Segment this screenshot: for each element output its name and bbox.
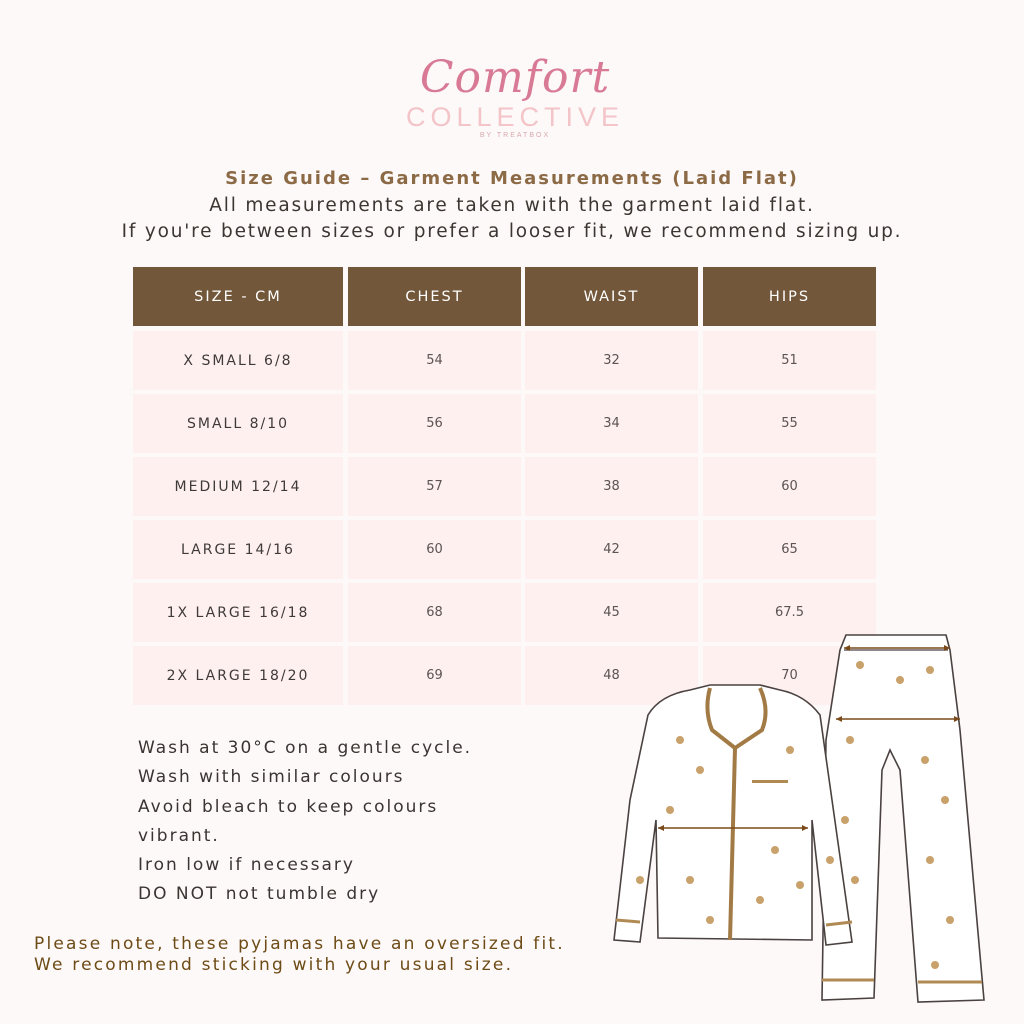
brand-logo-caps: COLLECTIVE [405,102,625,132]
care-line: Iron low if necessary [138,855,355,876]
table-cell-size: MEDIUM 12/14 [133,457,343,516]
table-cell-waist: 32 [525,331,698,390]
table-cell-hips: 60 [703,457,876,516]
table-cell-hips: 67.5 [703,583,876,642]
table-cell-waist: 38 [525,457,698,516]
table-cell-size: SMALL 8/10 [133,394,343,453]
table-cell-chest: 54 [348,331,521,390]
shirt-drawing [614,685,852,945]
care-line: DO NOT not tumble dry [138,884,381,905]
trousers-drawing [822,635,984,1002]
subtitle-line-2: If you're between sizes or prefer a looser fit, we recommend sizing up. [121,221,903,242]
table-cell-hips: 65 [703,520,876,579]
table-cell-chest: 68 [348,583,521,642]
table-cell-size: X SMALL 6/8 [133,331,343,390]
header-waist: WAIST [525,267,698,326]
care-line: Wash with similar colours [138,767,405,788]
table-cell-hips: 70 [703,646,876,705]
fit-note-line-2: We recommend sticking with your usual size. [34,955,514,975]
table-cell-chest: 69 [348,646,521,705]
care-line: vibrant. [138,825,220,846]
header-chest: CHEST [348,267,521,326]
table-cell-hips: 55 [703,394,876,453]
page-title: Size Guide – Garment Measurements (Laid Flat) [225,168,799,189]
table-cell-chest: 56 [348,394,521,453]
care-instructions [138,734,518,910]
fit-note-line-1: Please note, these pyjamas have an oversized fit. [34,934,565,954]
table-cell-size: 1X LARGE 16/18 [133,583,343,642]
table-cell-size: LARGE 14/16 [133,520,343,579]
table-cell-chest: 57 [348,457,521,516]
table-cell-hips: 51 [703,331,876,390]
brand-logo [400,48,630,148]
table-cell-waist: 48 [525,646,698,705]
subtitle-line-1: All measurements are taken with the garment laid flat. [209,195,815,216]
table-cell-chest: 60 [348,520,521,579]
header-size: SIZE - CM [133,267,343,326]
table-cell-waist: 42 [525,520,698,579]
table-cell-size: 2X LARGE 18/20 [133,646,343,705]
header-hips: HIPS [703,267,876,326]
pyjama-illustration [600,620,1000,1020]
brand-logo-byline: BY TREATBOX [479,132,551,139]
table-cell-waist: 45 [525,583,698,642]
fit-note [34,934,634,976]
care-line: Avoid bleach to keep colours [138,796,439,817]
care-line: Wash at 30°C on a gentle cycle. [138,738,473,758]
table-cell-waist: 34 [525,394,698,453]
brand-logo-script: Comfort [419,52,611,103]
